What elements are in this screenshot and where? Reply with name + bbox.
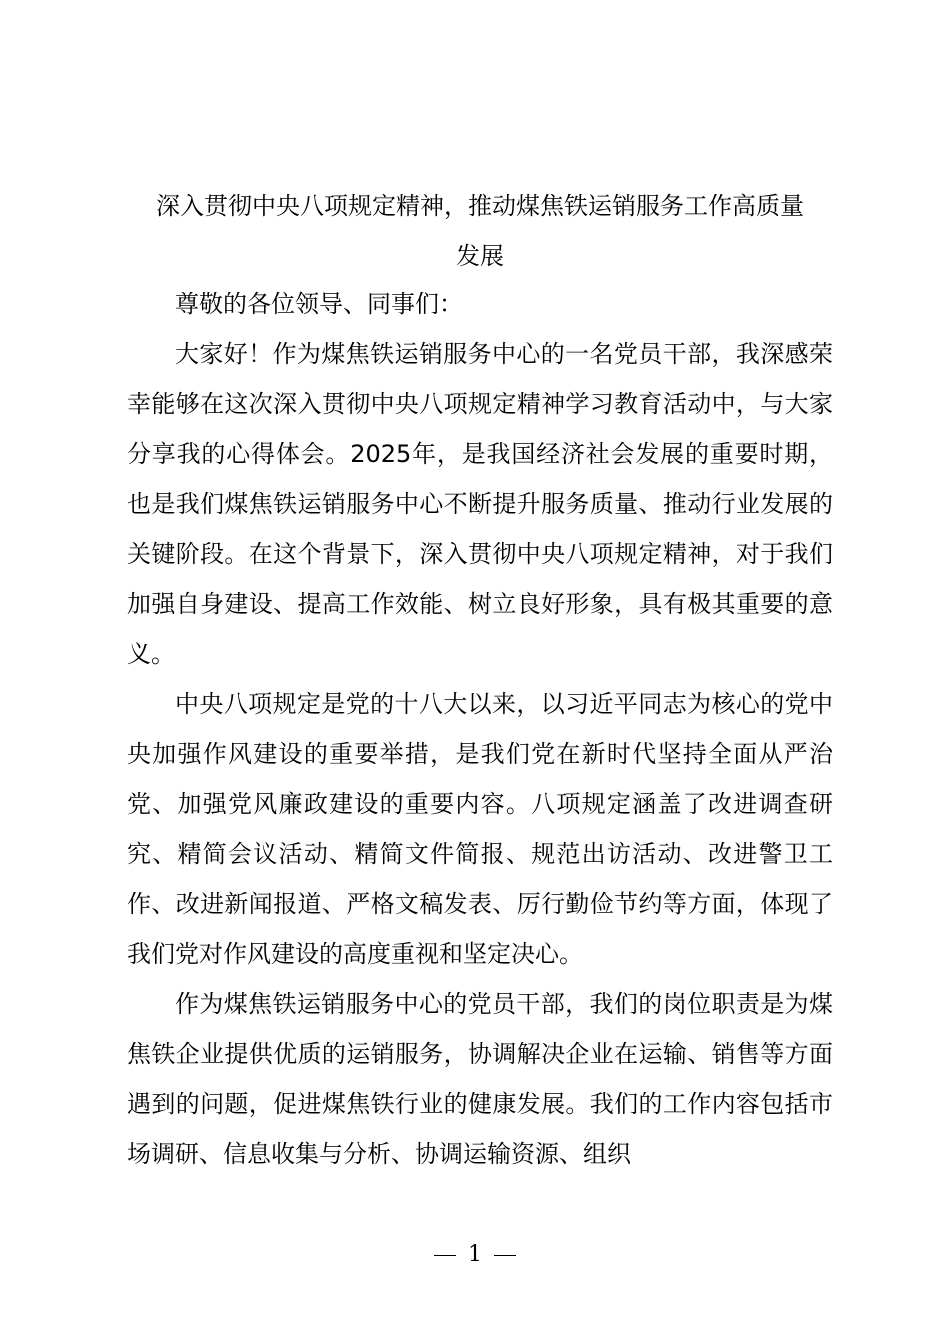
title-line-1: 深入贯彻中央八项规定精神，推动煤焦铁运销服务工作高质量 — [156, 192, 804, 220]
paragraph-2: 中央八项规定是党的十八大以来，以习近平同志为核心的党中央加强作风建设的重要举措，是我们党在新时代坚持全面从严治党、加强党风廉政建设的重要内容。八项规定涵盖了改进调查研究、精简会议活动、精简文件简报、规范出访活动、改进警卫工作、改进新闻报道、严格文稿发表、厉行勤俭节约等方面，体现了我们党对作风建设的高度重视和坚定决心。 — [127, 690, 833, 968]
page-number: 1 — [468, 1242, 482, 1267]
document-title — [127, 181, 833, 281]
footer-dash-right — [494, 1255, 516, 1256]
paragraph-3: 作为煤焦铁运销服务中心的党员干部，我们的岗位职责是为煤焦铁企业提供优质的运销服务，协调解决企业在运输、销售等方面遇到的问题，促进煤焦铁行业的健康发展。我们的工作内容包括市场调研、信息收集与分析、协调运输资源、组织 — [127, 990, 833, 1168]
footer-dash-left — [434, 1255, 456, 1256]
page-footer — [0, 1240, 950, 1270]
paragraph-1: 大家好！作为煤焦铁运销服务中心的一名党员干部，我深感荣幸能够在这次深入贯彻中央八项规定精神学习教育活动中，与大家分享我的心得体会。2025年，是我国经济社会发展的重要时期，也是我们煤焦铁运销服务中心不断提升服务质量、推动行业发展的关键阶段。在这个背景下，深入贯彻中央八项规定精神，对于我们加强自身建设、提高工作效能、树立良好形象，具有极其重要的意义。 — [127, 340, 833, 668]
document-body — [127, 279, 833, 1179]
title-line-2: 发展 — [456, 242, 504, 270]
salutation: 尊敬的各位领导、同事们： — [175, 290, 463, 318]
